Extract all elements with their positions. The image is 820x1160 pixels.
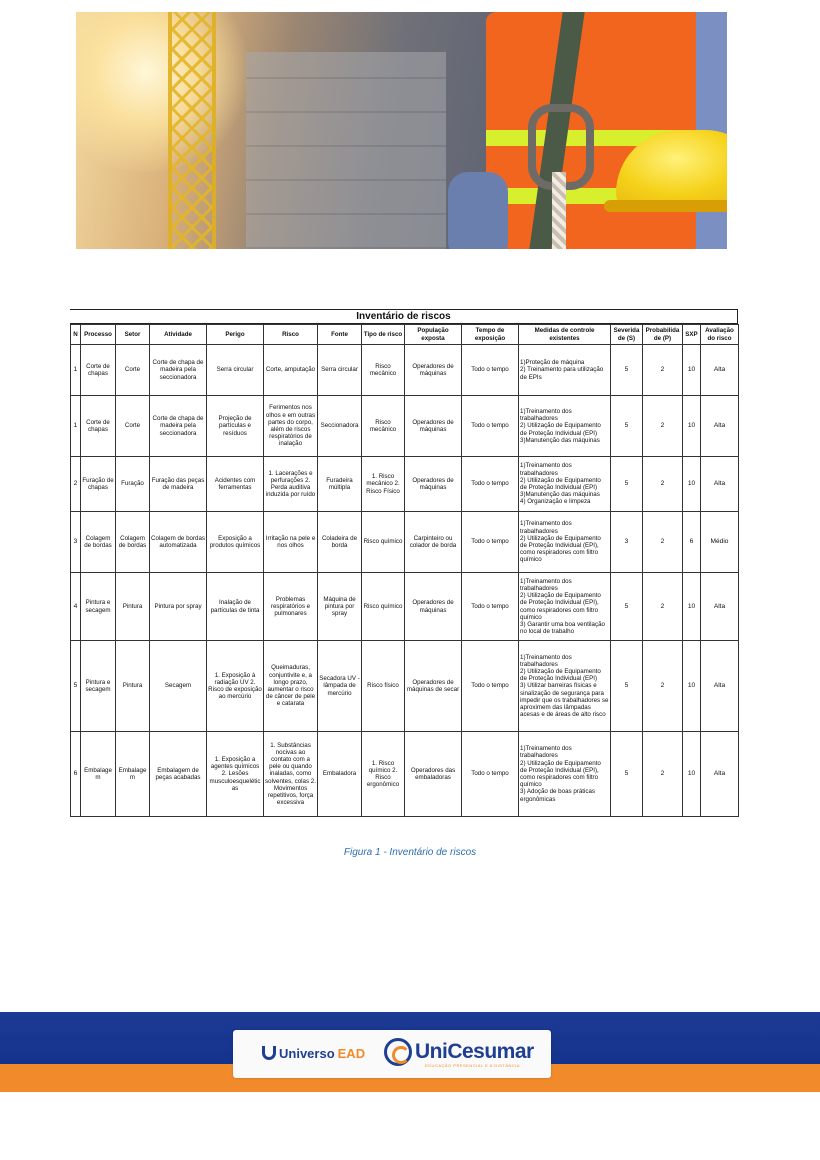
cell-p: 2: [643, 732, 683, 817]
cell-populacao: Operadores das embaladoras: [405, 732, 462, 817]
control-measure-line: 2) Utilização de Equipamento de Proteção Individual (EPI): [520, 476, 601, 491]
control-measure-line: 4) Organização e limpeza: [520, 498, 591, 506]
column-header: Fonte: [318, 325, 362, 345]
cell-n: 2: [71, 457, 81, 512]
sun-glare: [76, 12, 256, 172]
worker-arm: [448, 172, 508, 249]
column-header: Probabilidade (P): [643, 325, 683, 345]
cell-tempo: Todo o tempo: [462, 641, 519, 732]
cell-tipo: Risco físico: [362, 641, 405, 732]
table-title: Inventário de riscos: [70, 309, 738, 324]
cell-fonte: Secadora UV - lâmpada de mercúrio: [318, 641, 362, 732]
cell-sxp: 10: [683, 396, 701, 457]
cell-perigo: Acidentes com ferramentas: [207, 457, 264, 512]
logo-unicesumar-subtitle: EDUCAÇÃO PRESENCIAL E A DISTÂNCIA: [425, 1063, 521, 1068]
cell-fonte: Embaladora: [318, 732, 362, 817]
cell-avaliacao: Alta: [701, 641, 739, 732]
cell-fonte: Coladeira de borda: [318, 512, 362, 573]
table-row: [71, 396, 739, 457]
cell-tipo: 1. Risco químico 2. Risco ergonômico: [362, 732, 405, 817]
cell-setor: Corte: [116, 345, 150, 396]
building-background: [246, 52, 446, 249]
cell-tempo: Todo o tempo: [462, 732, 519, 817]
control-measure-line: 2) Utilização de Equipamento de Proteção Individual (EPI): [520, 667, 601, 683]
cell-sxp: 10: [683, 345, 701, 396]
column-header: Medidas de controle existentes: [519, 325, 611, 345]
table-row: [71, 457, 739, 512]
cell-populacao: Carpinteiro ou colador de borda: [405, 512, 462, 573]
crane-structure: [168, 12, 216, 249]
column-header: Perigo: [207, 325, 264, 345]
cell-perigo: Inalação de partículas de tinta: [207, 573, 264, 641]
column-header: Tempo de exposição: [462, 325, 519, 345]
control-measure-line: 1)Treinamento dos trabalhadores: [520, 407, 572, 423]
cell-n: 3: [71, 512, 81, 573]
cell-populacao: Operadores de máquinas: [405, 396, 462, 457]
cell-medidas: [519, 641, 611, 732]
control-measure-line: 1)Treinamento dos trabalhadores: [520, 462, 572, 477]
control-measure-line: 2) Utilização de Equipamento de Proteção Individual (EPI), como respiradores com filtro químico: [520, 534, 601, 564]
cell-avaliacao: Médio: [701, 512, 739, 573]
cell-fonte: Serra circular: [318, 345, 362, 396]
cell-sxp: 10: [683, 641, 701, 732]
cell-risco: 1. Lacerações e perfurações 2. Perda auditiva induzida por ruído: [264, 457, 318, 512]
cell-avaliacao: Alta: [701, 457, 739, 512]
column-header: N: [71, 325, 81, 345]
cell-tempo: Todo o tempo: [462, 573, 519, 641]
column-header: Atividade: [150, 325, 207, 345]
figure-caption: Figura 1 - Inventário de riscos: [343, 847, 477, 858]
cell-setor: Colagem de bordas: [116, 512, 150, 573]
cell-perigo: Exposição a produtos químicos: [207, 512, 264, 573]
table-row: [71, 345, 739, 396]
control-measure-line: 2) Utilização de Equipamento de Proteção Individual (EPI): [520, 422, 601, 437]
control-measure-line: 1)Treinamento dos trabalhadores: [520, 653, 572, 668]
cell-s: 5: [611, 573, 643, 641]
cell-processo: Pintura e secagem: [81, 573, 116, 641]
cell-sxp: 10: [683, 732, 701, 817]
table-header-row: [71, 325, 739, 345]
cell-risco: Problemas respiratórios e pulmonares: [264, 573, 318, 641]
cell-s: 5: [611, 457, 643, 512]
cell-n: 1: [71, 345, 81, 396]
cell-processo: Colagem de bordas: [81, 512, 116, 573]
cell-populacao: Operadores de máquinas: [405, 345, 462, 396]
cell-processo: Furação de chapas: [81, 457, 116, 512]
cell-perigo: 1. Exposição a agentes químicos 2. Lesões musculoesqueléticas: [207, 732, 264, 817]
cell-atividade: Corte de chapa de madeira pela seccionadora: [150, 396, 207, 457]
cell-risco: Corte, amputação: [264, 345, 318, 396]
cell-tipo: Risco químico: [362, 512, 405, 573]
cell-atividade: Embalagem de peças acabadas: [150, 732, 207, 817]
logo-unicesumar-text: UniCesumar: [415, 1040, 534, 1063]
cell-medidas: [519, 345, 611, 396]
cell-avaliacao: Alta: [701, 396, 739, 457]
cell-atividade: Colagem de bordas automatizada: [150, 512, 207, 573]
cell-populacao: Operadores de máquinas: [405, 457, 462, 512]
hero-photo: [76, 12, 727, 249]
control-measure-line: 2) Utilização de Equipamento de Proteção Individual (EPI), como respiradores com filtro químico: [520, 592, 601, 621]
table-row: [71, 512, 739, 573]
control-measure-line: 3) Garantir uma boa ventilação no local de trabalho: [520, 620, 605, 636]
column-header: Processo: [81, 325, 116, 345]
inventory-grid: [70, 324, 739, 817]
cell-medidas: [519, 512, 611, 573]
cell-n: 6: [71, 732, 81, 817]
cell-p: 2: [643, 512, 683, 573]
cell-perigo: Projeção de partículas e resíduos: [207, 396, 264, 457]
cell-s: 5: [611, 641, 643, 732]
cell-medidas: [519, 396, 611, 457]
cell-populacao: Operadores de máquinas: [405, 573, 462, 641]
control-measure-line: 3) Adoção de boas práticas ergonômicas: [520, 788, 595, 803]
u-logo-icon: [262, 1046, 276, 1060]
cell-setor: Corte: [116, 396, 150, 457]
cell-tipo: Risco mecânico: [362, 396, 405, 457]
control-measure-line: 1)Treinamento dos trabalhadores: [520, 745, 572, 760]
cell-setor: Pintura: [116, 641, 150, 732]
cell-p: 2: [643, 641, 683, 732]
cell-perigo: 1. Exposição à radiação UV 2. Risco de exposição ao mercúrio: [207, 641, 264, 732]
table-row: [71, 641, 739, 732]
control-measure-line: 3) Utilizar barreiras físicas e sinalização de segurança para impedir que os trabalhadores se aproximem das lâmpadas acesas e de áreas de alto risco: [520, 682, 609, 719]
cell-sxp: 6: [683, 512, 701, 573]
cell-processo: Embalagem: [81, 732, 116, 817]
cell-fonte: Furadeira múltipla: [318, 457, 362, 512]
control-measure-line: 1)Treinamento dos trabalhadores: [520, 520, 572, 535]
cell-processo: Corte de chapas: [81, 396, 116, 457]
column-header: Severidade (S): [611, 325, 643, 345]
cell-p: 2: [643, 457, 683, 512]
column-header: SXP: [683, 325, 701, 345]
cell-n: 4: [71, 573, 81, 641]
cell-atividade: Furação das peças de madeira: [150, 457, 207, 512]
cell-avaliacao: Alta: [701, 573, 739, 641]
cell-tempo: Todo o tempo: [462, 396, 519, 457]
cell-atividade: Corte de chapa de madeira pela seccionadora: [150, 345, 207, 396]
cell-atividade: Pintura por spray: [150, 573, 207, 641]
control-measure-line: 1)Proteção de máquina: [520, 359, 585, 367]
cell-tempo: Todo o tempo: [462, 345, 519, 396]
cell-fonte: Máquina de pintura por spray: [318, 573, 362, 641]
cell-tipo: 1. Risco mecânico 2. Risco Físico: [362, 457, 405, 512]
cell-atividade: Secagem: [150, 641, 207, 732]
cell-s: 5: [611, 396, 643, 457]
column-header: Risco: [264, 325, 318, 345]
cell-medidas: [519, 732, 611, 817]
risk-inventory-table: [70, 309, 738, 817]
control-measure-line: 1)Treinamento dos trabalhadores: [520, 577, 572, 592]
cell-tempo: Todo o tempo: [462, 457, 519, 512]
cell-avaliacao: Alta: [701, 732, 739, 817]
cell-sxp: 10: [683, 573, 701, 641]
column-header: Avaliação do risco: [701, 325, 739, 345]
cell-setor: Furação: [116, 457, 150, 512]
cell-fonte: Seccionadora: [318, 396, 362, 457]
control-measure-line: 2) Treinamento para utilização de EPIs: [520, 366, 604, 381]
cell-avaliacao: Alta: [701, 345, 739, 396]
logo-ead-text: EAD: [337, 1045, 366, 1061]
cell-n: 5: [71, 641, 81, 732]
hard-hat-brim: [604, 200, 727, 212]
table-row: [71, 573, 739, 641]
cell-tipo: Risco mecânico: [362, 345, 405, 396]
cell-medidas: [519, 457, 611, 512]
control-measure-line: 3)Manutenção das máquinas: [520, 436, 600, 444]
table-row: [71, 732, 739, 817]
cell-p: 2: [643, 396, 683, 457]
cell-populacao: Operadores de máquinas de secar: [405, 641, 462, 732]
cell-tipo: Risco químico: [362, 573, 405, 641]
cell-p: 2: [643, 345, 683, 396]
cell-processo: Pintura e secagem: [81, 641, 116, 732]
cell-risco: Queimaduras, conjuntivite e, a longo prazo, aumentar o risco de câncer de pele e catarata: [264, 641, 318, 732]
cell-setor: Pintura: [116, 573, 150, 641]
cell-risco: 1. Substâncias nocivas ao contato com a pele ou quando inaladas, como solventes, colas 2. Movimentos repetitivos, força excessiva: [264, 732, 318, 817]
cell-setor: Embalagem: [116, 732, 150, 817]
cell-risco: Irritação na pele e nos olhos: [264, 512, 318, 573]
unicesumar-circle-icon: [384, 1038, 412, 1066]
cell-s: 5: [611, 345, 643, 396]
cell-processo: Corte de chapas: [81, 345, 116, 396]
control-measure-line: 2) Utilização de Equipamento de Proteção Individual (EPI), como respiradores com filtro químico: [520, 759, 601, 789]
universo-ead-logo: [262, 1043, 365, 1063]
cell-s: 3: [611, 512, 643, 573]
cell-tempo: Todo o tempo: [462, 512, 519, 573]
column-header: Setor: [116, 325, 150, 345]
cell-n: 1: [71, 396, 81, 457]
cell-p: 2: [643, 573, 683, 641]
cell-sxp: 10: [683, 457, 701, 512]
cell-medidas: [519, 573, 611, 641]
cell-risco: Ferimentos nos olhos e em outras partes do corpo, além de riscos respiratórios de inalação: [264, 396, 318, 457]
cell-perigo: Serra circular: [207, 345, 264, 396]
column-header: Tipo de risco: [362, 325, 405, 345]
control-measure-line: 3)Manutenção das máquinas: [520, 491, 600, 499]
column-header: População exposta: [405, 325, 462, 345]
logo-universo-text: Universo: [279, 1045, 335, 1061]
safety-rope: [552, 172, 566, 249]
cell-s: 5: [611, 732, 643, 817]
